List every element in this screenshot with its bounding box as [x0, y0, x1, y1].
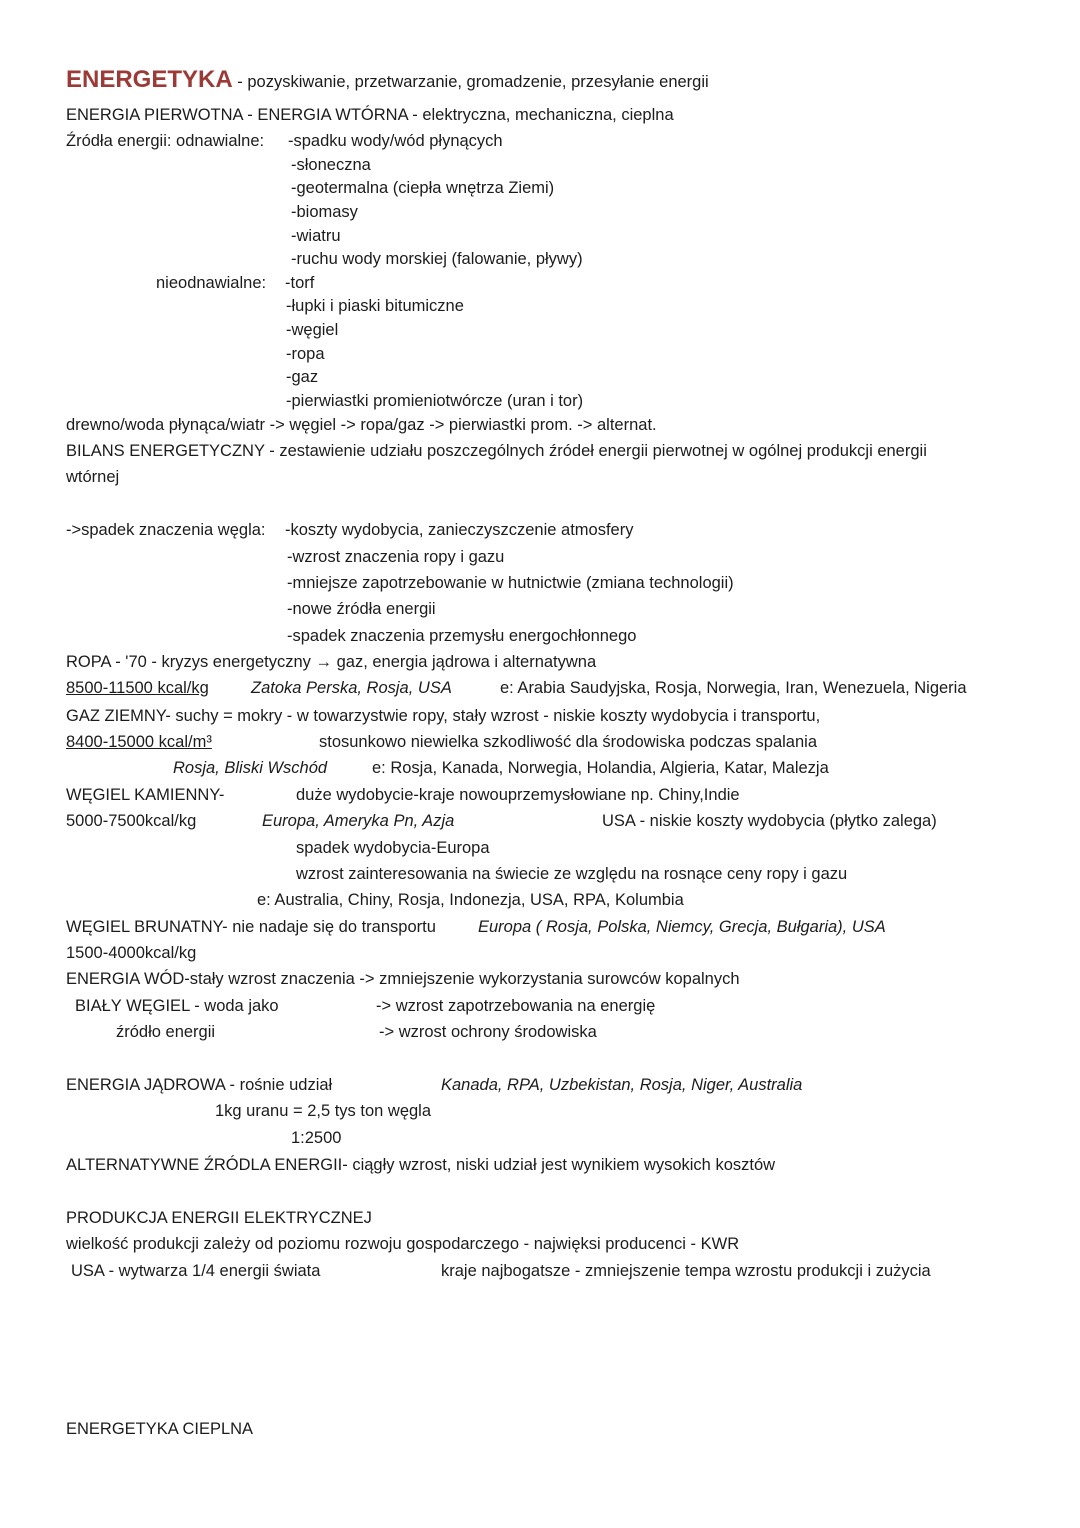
- coal-decline-item: -mniejsze zapotrzebowanie w hutnictwie (zmiana technologii): [287, 574, 734, 592]
- gaz-kcal: 8400-15000 kcal/m³: [66, 733, 212, 751]
- coal-decline-item: -koszty wydobycia, zanieczyszczenie atmosfery: [285, 521, 634, 539]
- wegiel-kamienny-exporters: e: Australia, Chiny, Rosja, Indonezja, USA, RPA, Kolumbia: [257, 891, 684, 909]
- bilans-line: BILANS ENERGETYCZNY - zestawienie udziału poszczególnych źródeł energii pierwotnej w ogólnej produkcji energii: [66, 442, 927, 460]
- ropa-exporters: e: Arabia Saudyjska, Rosja, Norwegia, Iran, Wenezuela, Nigeria: [500, 679, 967, 697]
- wegiel-kamienny-kcal: 5000-7500kcal/kg: [66, 812, 197, 830]
- gaz-note: stosunkowo niewielka szkodliwość dla środowiska podczas spalania: [319, 733, 818, 751]
- produkcja-usa: USA - wytwarza 1/4 energii świata: [71, 1262, 321, 1280]
- nonrenewable-item: -pierwiastki promieniotwórcze (uran i tor): [286, 392, 584, 410]
- wegiel-kamienny-note: duże wydobycie-kraje nowouprzemysłowiane np. Chiny,Indie: [296, 786, 740, 804]
- renewable-item: -spadku wody/wód płynących: [288, 132, 503, 150]
- nonrenewable-item: -ropa: [286, 345, 325, 363]
- history-line: drewno/woda płynąca/wiatr -> węgiel -> ropa/gaz -> pierwiastki prom. -> alternat.: [66, 416, 657, 434]
- wegiel-kamienny-label: WĘGIEL KAMIENNY-: [66, 786, 225, 804]
- renewable-item: -wiatru: [291, 227, 341, 245]
- jadrowa-equivalence: 1kg uranu = 2,5 tys ton węgla: [215, 1102, 432, 1120]
- gaz-exporters: e: Rosja, Kanada, Norwegia, Holandia, Algieria, Katar, Malezja: [372, 759, 829, 777]
- alternatywne-line: ALTERNATYWNE ŹRÓDLA ENERGII- ciągły wzrost, niski udział jest wynikiem wysokich kosztów: [66, 1156, 776, 1174]
- wegiel-kamienny-usa: USA - niskie koszty wydobycia (płytko zalega): [602, 812, 937, 830]
- produkcja-heading: PRODUKCJA ENERGII ELEKTRYCZNEJ: [66, 1209, 372, 1227]
- wegiel-kamienny-note: wzrost zainteresowania na świecie ze względu na rosnące ceny ropy i gazu: [296, 865, 848, 883]
- bialy-wegiel-line: BIAŁY WĘGIEL - woda jako: [75, 997, 279, 1015]
- nonrenewable-item: -gaz: [286, 368, 319, 386]
- wegiel-kamienny-regions: Europa, Ameryka Pn, Azja: [262, 812, 455, 830]
- energia-wod-arrow: -> wzrost ochrony środowiska: [379, 1023, 597, 1041]
- ropa-kcal: 8500-11500 kcal/kg: [66, 679, 209, 697]
- energy-types-line: ENERGIA PIERWOTNA - ENERGIA WTÓRNA - elektryczna, mechaniczna, cieplna: [66, 106, 674, 124]
- gaz-regions: Rosja, Bliski Wschód: [173, 759, 328, 777]
- title-line: [66, 66, 709, 96]
- energia-wod-line: ENERGIA WÓD-stały wzrost znaczenia -> zmniejszenie wykorzystania surowców kopalnych: [66, 970, 740, 988]
- ropa-line: ROPA - '70 - kryzys energetyczny → gaz, energia jądrowa i alternatywna: [66, 653, 597, 671]
- nonrenewable-item: -łupki i piaski bitumiczne: [286, 297, 464, 315]
- title-definition: - pozyskiwanie, przetwarzanie, gromadzenie, przesyłanie energii: [237, 73, 709, 91]
- jadrowa-ratio: 1:2500: [291, 1129, 342, 1147]
- coal-decline-item: -spadek znaczenia przemysłu energochłonnego: [287, 627, 637, 645]
- wegiel-brunatny-kcal: 1500-4000kcal/kg: [66, 944, 197, 962]
- gaz-line: GAZ ZIEMNY- suchy = mokry - w towarzystwie ropy, stały wzrost - niskie koszty wydobycia i transportu,: [66, 707, 821, 725]
- renewable-item: -ruchu wody morskiej (falowanie, pływy): [291, 250, 583, 268]
- jadrowa-regions: Kanada, RPA, Uzbekistan, Rosja, Niger, Australia: [441, 1076, 803, 1094]
- coal-decline-item: -nowe źródła energii: [287, 600, 436, 618]
- sources-nonrenewable-label: nieodnawialne:: [156, 274, 267, 292]
- bialy-wegiel-line-cont: źródło energii: [116, 1023, 216, 1041]
- wegiel-brunatny-label: WĘGIEL BRUNATNY- nie nadaje się do transportu: [66, 918, 436, 936]
- energia-wod-arrow: -> wzrost zapotrzebowania na energię: [376, 997, 656, 1015]
- nonrenewable-item: -torf: [285, 274, 315, 292]
- bilans-line-cont: wtórnej: [66, 468, 120, 486]
- cieplna-heading: ENERGETYKA CIEPLNA: [66, 1420, 254, 1438]
- renewable-item: -geotermalna (ciepła wnętrza Ziemi): [291, 179, 555, 197]
- sources-renewable-label: Źródła energii: odnawialne:: [66, 132, 265, 150]
- renewable-item: -biomasy: [291, 203, 358, 221]
- produkcja-rich: kraje najbogatsze - zmniejszenie tempa wzrostu produkcji i zużycia: [441, 1262, 931, 1280]
- wegiel-kamienny-note: spadek wydobycia-Europa: [296, 839, 490, 857]
- jadrowa-label: ENERGIA JĄDROWA - rośnie udział: [66, 1076, 333, 1094]
- page-title: ENERGETYKA: [66, 66, 233, 93]
- ropa-regions: Zatoka Perska, Rosja, USA: [251, 679, 452, 697]
- coal-decline-item: -wzrost znaczenia ropy i gazu: [287, 548, 505, 566]
- produkcja-line: wielkość produkcji zależy od poziomu rozwoju gospodarczego - najwięksi producenci - KWR: [66, 1235, 740, 1253]
- nonrenewable-item: -węgiel: [286, 321, 339, 339]
- wegiel-brunatny-regions: Europa ( Rosja, Polska, Niemcy, Grecja, Bułgaria), USA: [478, 918, 886, 936]
- coal-decline-label: ->spadek znaczenia węgla:: [66, 521, 266, 539]
- renewable-item: -słoneczna: [291, 156, 371, 174]
